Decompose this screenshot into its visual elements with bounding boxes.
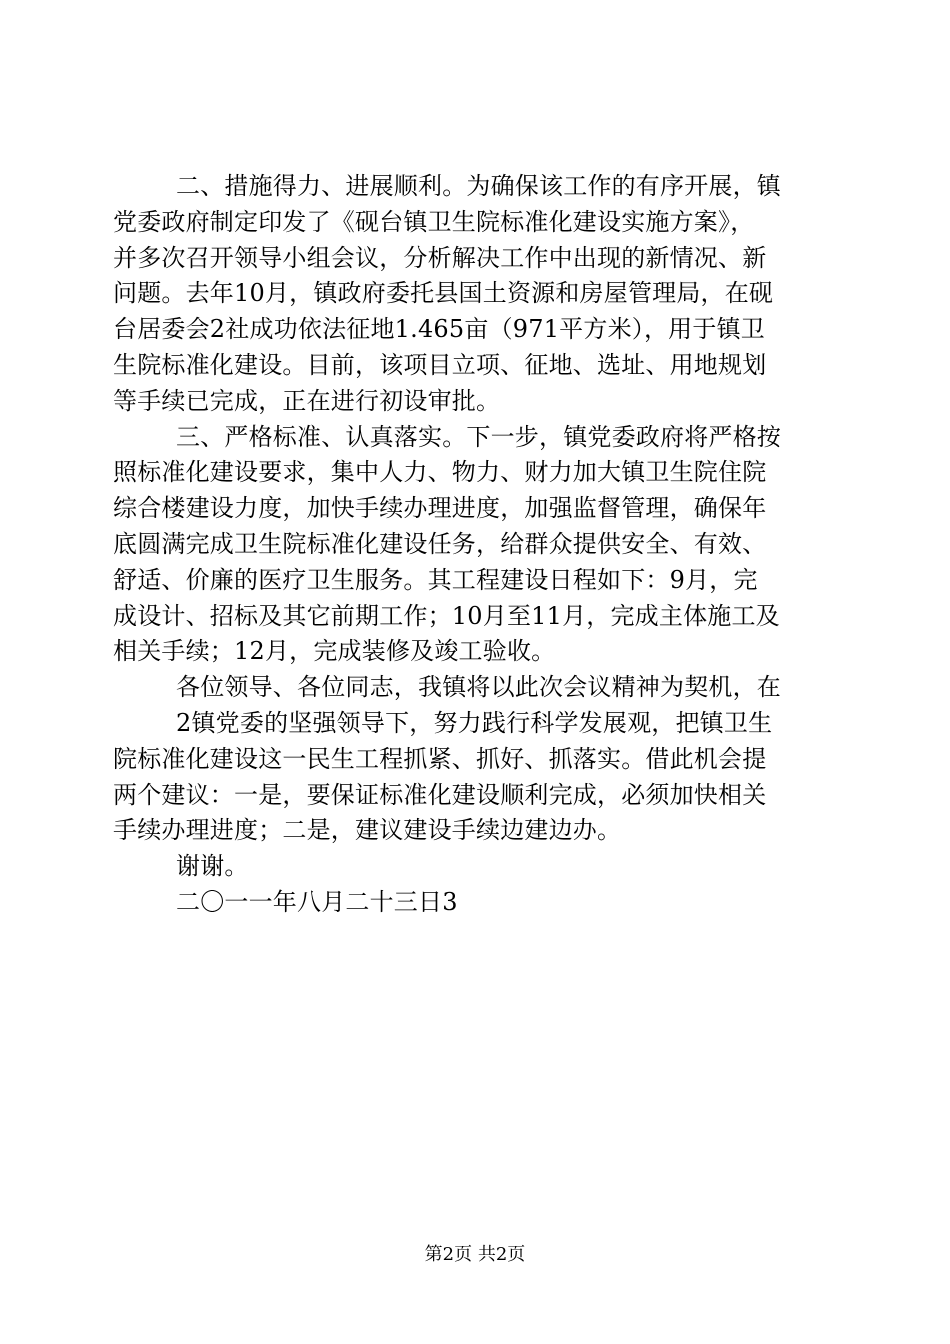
paragraph-3-line-7: 相关手续；12月，完成装修及竣工验收。	[113, 637, 556, 665]
closing-date: 二〇一一年八月二十三日3	[176, 888, 458, 916]
paragraph-3-line-6: 成设计、招标及其它前期工作；10月至11月，完成主体施工及	[113, 602, 780, 630]
paragraph-4-line-4: 两个建议：一是，要保证标准化建设顺利完成，必须加快相关	[113, 781, 767, 809]
paragraph-2-line-4: 问题。去年10月，镇政府委托县国土资源和房屋管理局，在砚	[113, 279, 774, 307]
paragraph-3-line-5: 舒适、价廉的医疗卫生服务。其工程建设日程如下：9月，完	[113, 566, 758, 594]
paragraph-2-line-2: 党委政府制定印发了《砚台镇卫生院标准化建设实施方案》，	[113, 208, 755, 236]
closing-thanks: 谢谢。	[176, 852, 249, 880]
paragraph-2-line-1: 二、措施得力、进展顺利。为确保该工作的有序开展，镇	[176, 172, 781, 200]
paragraph-4-line-2: 2镇党委的坚强领导下，努力践行科学发展观，把镇卫生	[176, 709, 773, 737]
paragraph-4-line-5: 手续办理进度；二是，建议建设手续边建边办。	[113, 816, 622, 844]
paragraph-2-line-3: 并多次召开领导小组会议，分析解决工作中出现的新情况、新	[113, 244, 767, 272]
paragraph-3-line-3: 综合楼建设力度，加快手续办理进度，加强监督管理，确保年	[113, 494, 767, 522]
paragraph-3-line-4: 底圆满完成卫生院标准化建设任务，给群众提供安全、有效、	[113, 530, 767, 558]
paragraph-2-line-6: 生院标准化建设。目前，该项目立项、征地、选址、用地规划	[113, 351, 767, 379]
paragraph-4-line-3: 院标准化建设这一民生工程抓紧、抓好、抓落实。借此机会提	[113, 745, 767, 773]
paragraph-4-line-1: 各位领导、各位同志，我镇将以此次会议精神为契机，在	[176, 673, 781, 701]
paragraph-2-line-7: 等手续已完成，正在进行初设审批。	[113, 387, 501, 415]
page-footer: 第2页 共2页	[424, 1244, 526, 1265]
paragraph-2-line-5: 台居委会2社成功依法征地1.465亩（971平方米），用于镇卫	[113, 315, 765, 343]
paragraph-3-line-1: 三、严格标准、认真落实。下一步，镇党委政府将严格按	[176, 423, 781, 451]
paragraph-3-line-2: 照标准化建设要求，集中人力、物力、财力加大镇卫生院住院	[113, 458, 767, 486]
